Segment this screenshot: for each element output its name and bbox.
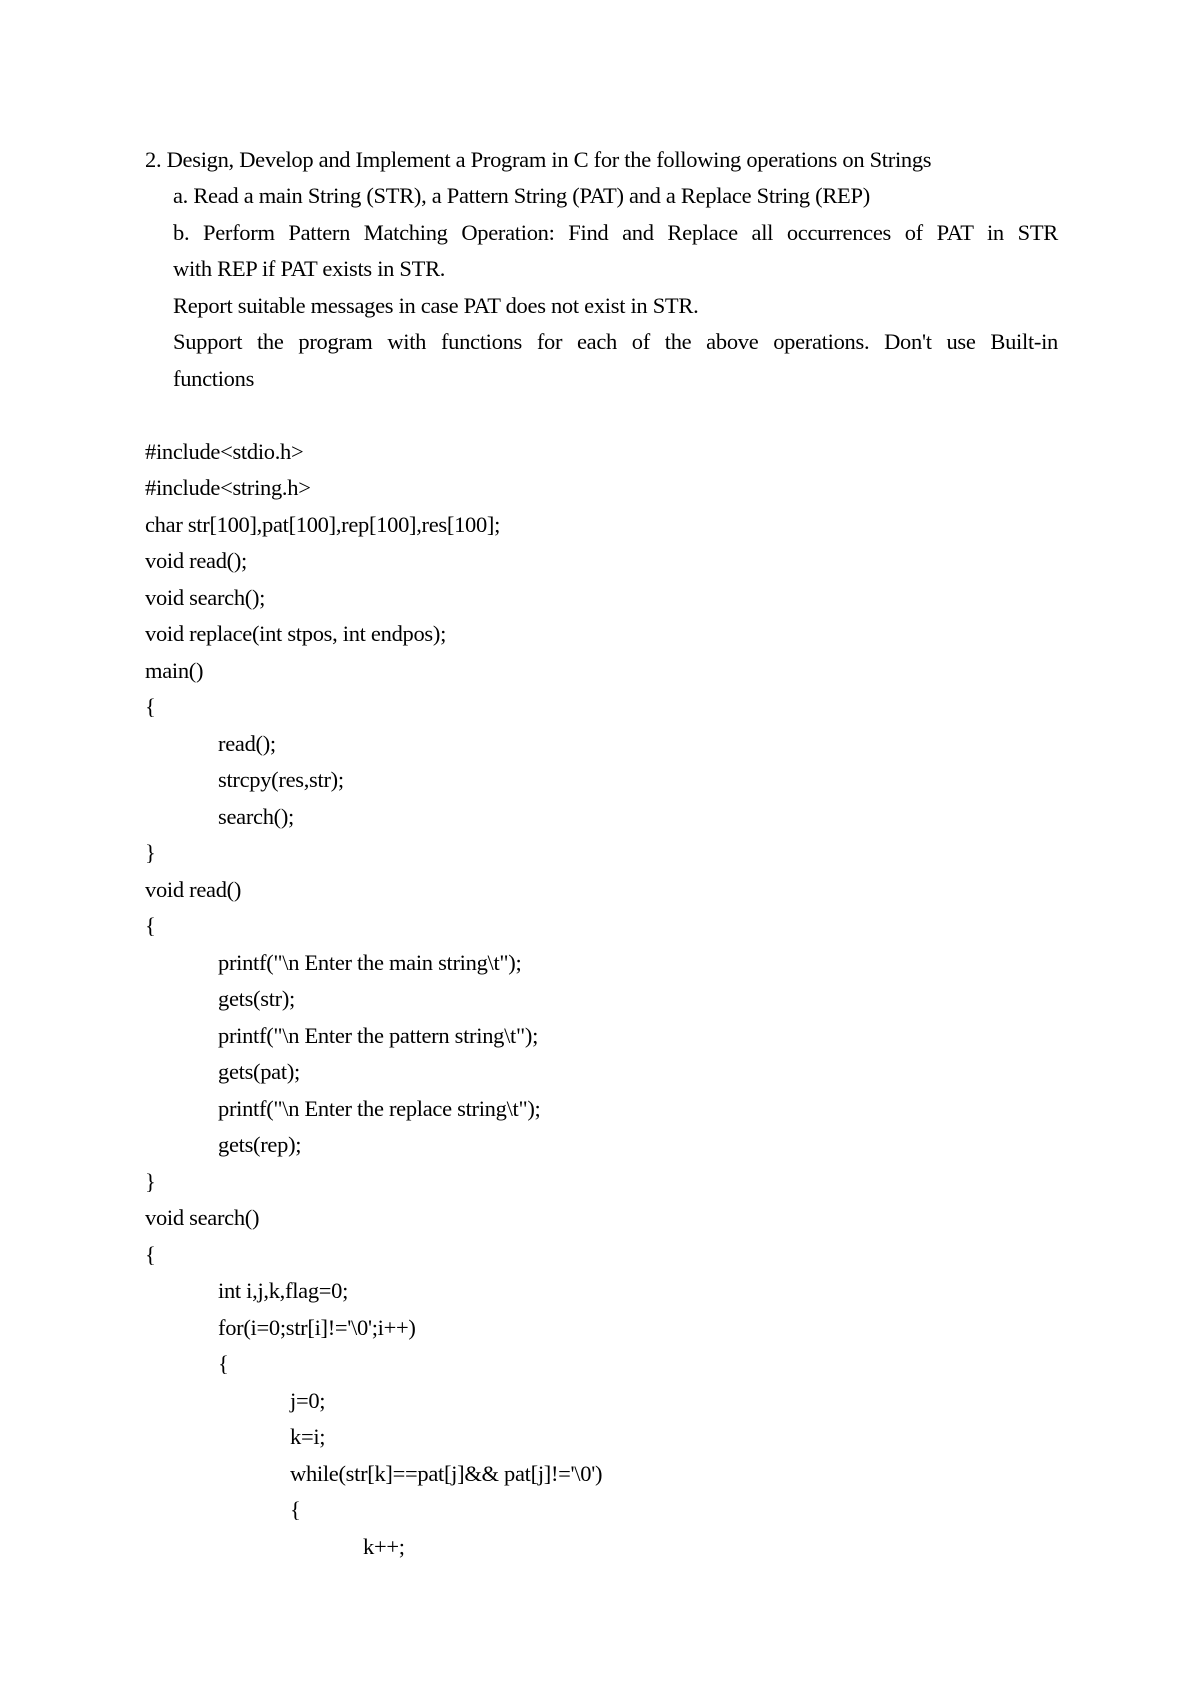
code-line: #include<stdio.h> <box>145 439 304 464</box>
task-item-b-line1: b. Perform Pattern Matching Operation: Find and Replace all occurrences of PAT in STR <box>173 220 1058 245</box>
code-line: { <box>145 1242 156 1267</box>
code-line: void search(); <box>145 585 266 610</box>
code-line: printf("\n Enter the pattern string\t"); <box>218 1023 539 1048</box>
code-line: char str[100],pat[100],rep[100],res[100]; <box>145 512 501 537</box>
code-line: void read(); <box>145 548 247 573</box>
code-line: #include<string.h> <box>145 475 311 500</box>
code-line: gets(pat); <box>218 1059 300 1084</box>
code-line: { <box>145 913 156 938</box>
code-line: printf("\n Enter the main string\t"); <box>218 950 522 975</box>
code-line: gets(rep); <box>218 1132 302 1157</box>
code-line: void search() <box>145 1205 260 1230</box>
code-line: while(str[k]==pat[j]&& pat[j]!='\0') <box>290 1461 603 1486</box>
task-item-a: a. Read a main String (STR), a Pattern String (PAT) and a Replace String (REP) <box>173 183 870 208</box>
task-heading: 2. Design, Develop and Implement a Program in C for the following operations on Strings <box>145 147 932 172</box>
code-line: { <box>218 1351 229 1376</box>
task-item-b-line2: with REP if PAT exists in STR. <box>173 256 446 281</box>
code-line: k=i; <box>290 1424 326 1449</box>
task-support-line1: Support the program with functions for each of the above operations. Don't use Built-in <box>173 329 1058 354</box>
task-report-line: Report suitable messages in case PAT does not exist in STR. <box>173 293 699 318</box>
code-line: } <box>145 1169 156 1194</box>
code-line: { <box>145 694 156 719</box>
code-line: k++; <box>363 1534 405 1559</box>
code-line: main() <box>145 658 204 683</box>
code-line: j=0; <box>290 1388 326 1413</box>
code-line: } <box>145 840 156 865</box>
code-line: { <box>290 1497 301 1522</box>
code-line: void read() <box>145 877 242 902</box>
code-line: read(); <box>218 731 276 756</box>
task-support-line2: functions <box>173 366 255 391</box>
code-line: strcpy(res,str); <box>218 767 344 792</box>
code-line: gets(str); <box>218 986 295 1011</box>
code-line: void replace(int stpos, int endpos); <box>145 621 447 646</box>
code-line: printf("\n Enter the replace string\t"); <box>218 1096 541 1121</box>
code-line: int i,j,k,flag=0; <box>218 1278 349 1303</box>
code-line: search(); <box>218 804 294 829</box>
code-line: for(i=0;str[i]!='\0';i++) <box>218 1315 416 1340</box>
